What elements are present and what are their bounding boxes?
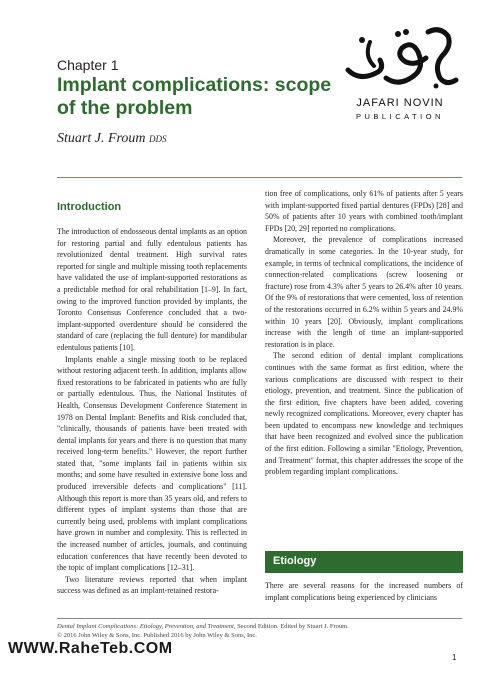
- publisher-subname: PUBLICATION: [356, 112, 444, 121]
- right-paragraph: The second edition of dental implant complications continues with the same format as first edition, where the various complications are discussed with respect to their etiology, prevention, and treatment. Since the publication of the first edition, five chapters have been added, covering newly recognized complications. Moreover, every chapter has been updated to encompass new knowledge and techniques that have been recognized and evolved since the publication of the first edition. Following a similar "Etiology, Prevention, and Treatment" format, this chapter addresses the scope of the problem regarding implant complications.: [265, 351, 463, 477]
- introduction-body: [57, 226, 247, 597]
- footnote-citation-rest: Second Edition. Edited by Stuart J. Froum.: [237, 623, 349, 630]
- footer-rule: [57, 618, 462, 619]
- calligraphy-logo-icon: [340, 22, 460, 97]
- chapter-author: [57, 131, 167, 147]
- section-heading-etiology-bar: [265, 551, 463, 573]
- footnote-citation: [57, 622, 467, 631]
- etiology-body: There are several reasons for the increased numbers of implant complications being experienced by clinicians: [265, 581, 463, 602]
- footnote-citation-title: Dental Implant Complications: Etiology, Prevention, and Treatment,: [57, 623, 236, 630]
- footnote-copyright: © 2016 John Wiley & Sons, Inc. Published 2016 by John Wiley & Sons, Inc.: [57, 632, 257, 639]
- right-paragraph: tion free of complications, only 61% of patients after 5 years with implant-supported fixed partial dentures (FPDs) [28] and 50% of patients after 10 years with combined tooth/implant FPDs [20, 29] reported no complications.: [265, 189, 463, 233]
- publisher-name: JAFARI NOVIN: [356, 97, 444, 109]
- author-name: Stuart J. Froum: [57, 131, 146, 146]
- chapter-label: Chapter 1: [57, 57, 119, 73]
- page-number: 1: [452, 653, 457, 662]
- right-paragraph: Moreover, the prevalence of complications increased dramatically in some categories. In the 10-year study, for example, in terms of technical complications, the incidence of connection-related complications (screw loosening or fracture) rose from 4.3% after 5 years to 26.4% after 10 years. Of the 9% of restorations that were cemented, loss of retention of the restorations occurred in 6.2% within 5 years and 24.9% within 10 years [20]. Obviously, implant complications increase with the length of time an implant-supported restoration is in place.: [265, 235, 463, 349]
- intro-paragraph: Two literature reviews reported that when implant success was defined as an implant-retained restora-: [57, 574, 247, 596]
- section-heading-etiology: Etiology: [273, 555, 317, 567]
- section-heading-introduction: Introduction: [57, 201, 122, 213]
- header-rule: [57, 177, 462, 178]
- publisher-logo: [340, 22, 460, 137]
- intro-paragraph: Implants enable a single missing tooth to be replaced without restoring adjacent teeth. In addition, implants allow fixed restorations to be fabricated in patients who are fully or partially edentulous. Thus, the National Institutes of Health, Consensus Development Conference Statement in 1978 on Dental Implant: Benefits and Risk concluded that, "clinically, thousands of patients have been treated with dental implants for years and there is no question that many received long-term benefits." However, the report further stated that, "some implants fail in patients within six months; and some have resulted in extensive bone loss and produced irreversible defects and complications" [11]. Although this report is more than 35 years old, and refers to different types of implant systems than those that are currently being used, problems with implant complications have grown in number and complexity. This is reflected in the increased number of articles, journals, and continuing education conferences that have recently been devoted to the topic of implant complications [12–31].: [57, 354, 247, 573]
- watermark-url: WWW.RaheTeb.COM: [8, 640, 173, 657]
- right-column-body: [265, 188, 463, 478]
- chapter-title-line2: of the problem: [57, 97, 193, 119]
- author-degree: DDS: [149, 134, 167, 144]
- chapter-title-line1: Implant complications: scope: [57, 74, 332, 96]
- chapter-title: [57, 74, 357, 120]
- intro-paragraph: The introduction of endosseous dental implants as an option for restoring partial and fully edentulous patients has revolutionized dental treatment. High survival rates reported for single and multiple missing tooth replacements have validated the use of implant-supported restorations as a predictable method for oral rehabilitation [1–9]. In fact, owing to the improved function provided by implants, the Toronto Consensus Conference concluded that a two-implant-supported overdenture should be considered the standard of care (replacing the full denture) for mandibular edentulous patients [10].: [57, 227, 247, 352]
